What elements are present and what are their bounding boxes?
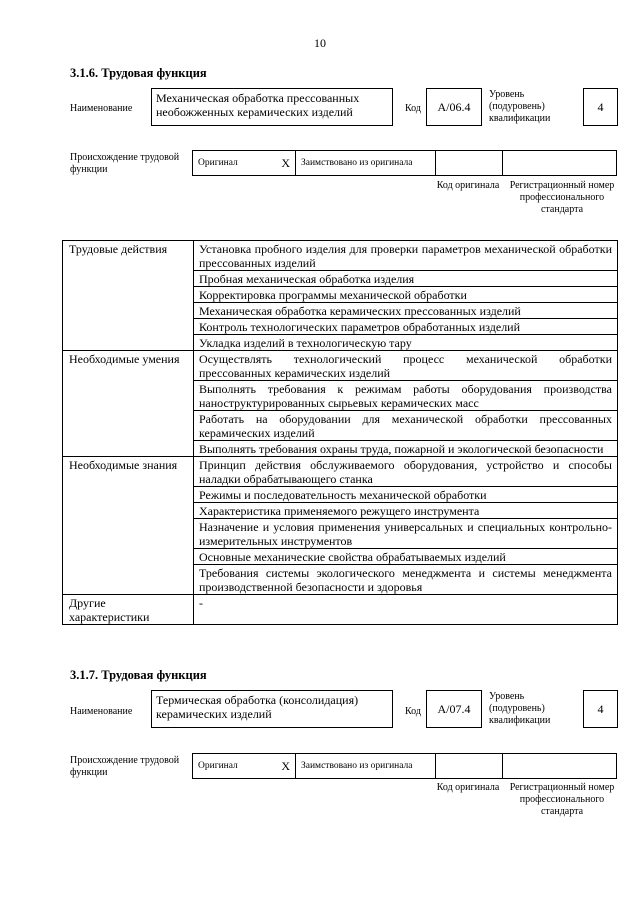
level-label: Уровень (подуровень) квалификации [489,691,551,726]
labor-function-table [62,240,618,625]
code-orig-cell [435,150,503,176]
table-row [63,351,618,381]
original-mark: X [281,758,290,773]
borrowed-label: Заимствовано из оригинала [301,158,413,168]
table-cell: - [194,595,618,625]
category-cell: Необходимые умения [63,351,194,457]
table-cell: Осуществлять технологический процесс механической обработки прессованных керамических изделий [194,351,618,381]
original-cell [192,753,296,779]
table-cell: Установка пробного изделия для проверки параметров механической обработки прессованных изделий [194,241,618,271]
borrowed-cell [295,753,436,779]
origin-row [192,150,617,176]
original-label: Оригинал [198,761,238,771]
origin-label: Происхождение трудовой функции [70,152,180,175]
table-cell: Принцип действия обслуживаемого оборудования, устройство и способы наладки обрабатывающего станка [194,457,618,487]
name-field: Механическая обработка прессованных необожженных керамических изделий [151,88,393,126]
original-cell [192,150,296,176]
table-cell: Выполнять требования охраны труда, пожарной и экологической безопасности [194,441,618,457]
code-label: Код [405,103,421,114]
table-row [63,241,618,271]
level-field: 4 [583,88,618,126]
table-cell: Контроль технологических параметров обработанных изделий [194,319,618,335]
original-label: Оригинал [198,158,238,168]
reg-number-cell [502,753,617,779]
page-number: 10 [314,36,326,50]
table-cell: Назначение и условия применения универсальных и специальных контрольно-измерительных инструментов [194,519,618,549]
origin-label: Происхождение трудовой функции [70,755,180,778]
name-field: Термическая обработка (консолидация) керамических изделий [151,690,393,728]
name-label: Наименование [70,706,133,717]
reg-caption: Регистрационный номер профессионального стандарта [509,782,615,817]
code-field: A/06.4 [426,88,482,126]
code-orig-caption: Код оригинала [436,180,500,191]
table-cell: Режимы и последовательность механической обработки [194,487,618,503]
level-label: Уровень (подуровень) квалификации [489,89,551,124]
category-cell: Необходимые знания [63,457,194,595]
name-label: Наименование [70,103,133,114]
code-field: A/07.4 [426,690,482,728]
section-title: 3.1.7. Трудовая функция [70,668,207,682]
level-field: 4 [583,690,618,728]
table-cell: Механическая обработка керамических прессованных изделий [194,303,618,319]
table-row [63,457,618,487]
code-label: Код [405,706,421,717]
table-cell: Укладка изделий в технологическую тару [194,335,618,351]
origin-row [192,753,617,779]
table-cell: Корректировка программы механической обработки [194,287,618,303]
reg-caption: Регистрационный номер профессионального стандарта [509,180,615,215]
reg-number-cell [502,150,617,176]
table-cell: Работать на оборудовании для механической обработки прессованных керамических изделий [194,411,618,441]
borrowed-cell [295,150,436,176]
borrowed-label: Заимствовано из оригинала [301,761,413,771]
table-cell: Основные механические свойства обрабатываемых изделий [194,549,618,565]
category-cell: Трудовые действия [63,241,194,351]
original-mark: X [281,155,290,170]
table-cell: Выполнять требования к режимам работы оборудования производства наноструктурированных сырьевых керамических масс [194,381,618,411]
section-title: 3.1.6. Трудовая функция [70,66,207,80]
table-cell: Пробная механическая обработка изделия [194,271,618,287]
table-cell: Требования системы экологического менеджмента и системы менеджмента производственной безопасности и здоровья [194,565,618,595]
table-row [63,595,618,625]
code-orig-cell [435,753,503,779]
category-cell: Другие характеристики [63,595,194,625]
table-cell: Характеристика применяемого режущего инструмента [194,503,618,519]
code-orig-caption: Код оригинала [436,782,500,793]
